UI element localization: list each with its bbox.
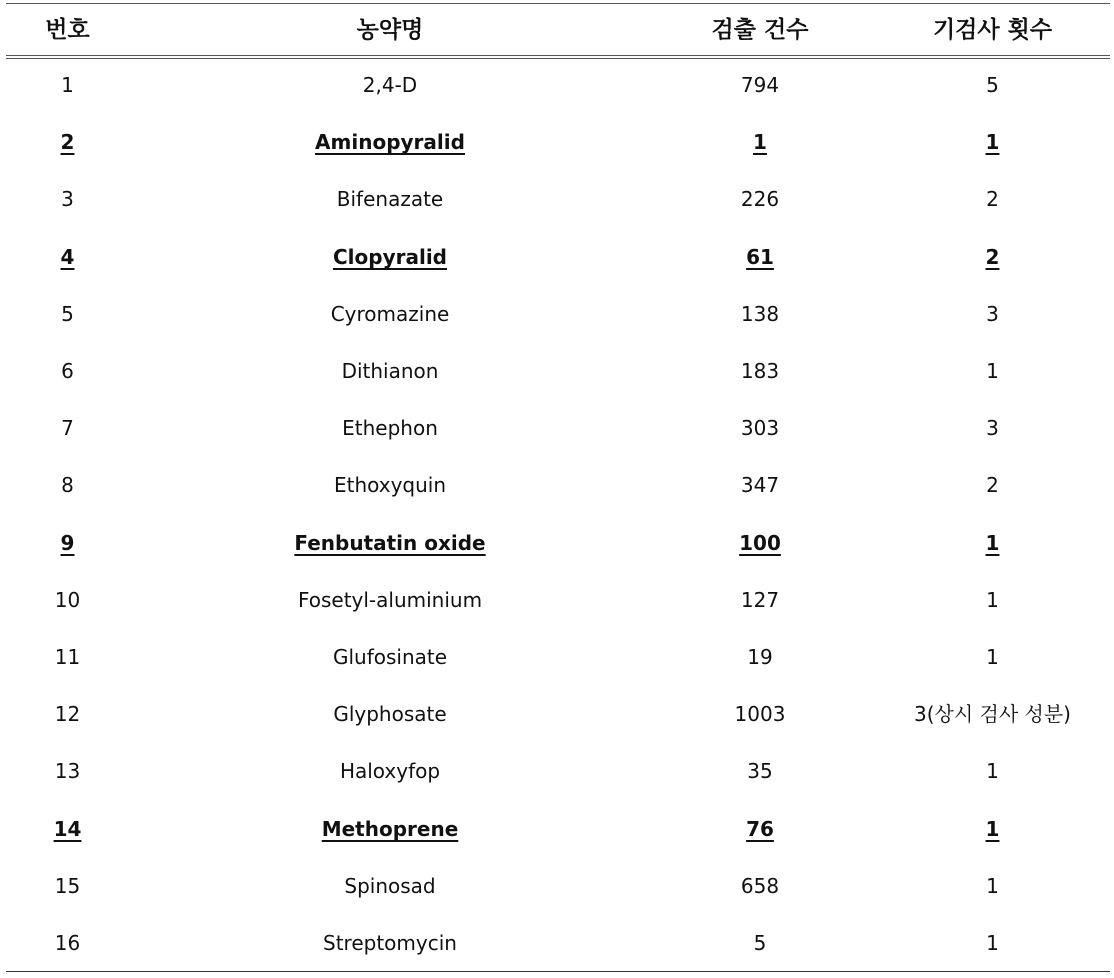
cell-name-text: Dithianon [341,359,439,383]
table-row [0,457,1114,514]
cell-prior [880,343,1105,400]
cell-prior-text: 3(상시 검사 성분) [914,702,1071,726]
cell-count-text: 1003 [734,702,786,726]
cell-prior-text: 1 [986,588,999,612]
cell-no-text: 16 [54,931,81,955]
cell-prior [880,114,1105,171]
cell-count [695,457,825,514]
cell-count-text: 347 [740,473,780,497]
cell-count [695,686,825,743]
header-name: 농약명 [356,17,424,43]
cell-name-text: Fenbutatin oxide [294,531,486,555]
cell-no [20,858,115,915]
cell-prior-text: 5 [986,73,999,97]
cell-no [20,801,115,858]
cell-prior [880,400,1105,457]
cell-prior [880,457,1105,514]
cell-count [695,572,825,629]
cell-name [240,858,540,915]
cell-no-text: 15 [54,874,81,898]
cell-prior [880,57,1105,114]
cell-count-text: 303 [740,416,780,440]
cell-no [20,229,115,286]
cell-prior-text: 1 [985,817,1000,841]
table-row [0,915,1114,972]
cell-name-text: Ethoxyquin [333,473,447,497]
header-count: 검출 건수 [711,17,809,43]
table-row [0,229,1114,286]
table-row [0,114,1114,171]
header-prior: 기검사 횟수 [932,17,1053,43]
cell-no-text: 11 [54,645,81,669]
cell-name [240,171,540,228]
cell-count [695,629,825,686]
table-row [0,171,1114,228]
cell-prior [880,515,1105,572]
cell-no [20,686,115,743]
cell-name-text: Cyromazine [330,302,450,326]
cell-name [240,286,540,343]
cell-prior [880,229,1105,286]
cell-name-text: Aminopyralid [315,130,465,154]
cell-no-text: 8 [61,473,74,497]
cell-name [240,801,540,858]
cell-prior-text: 1 [986,645,999,669]
table-row [0,858,1114,915]
cell-no-text: 3 [61,187,74,211]
cell-count [695,743,825,800]
table-row [0,343,1114,400]
cell-no [20,343,115,400]
cell-name [240,343,540,400]
cell-count [695,515,825,572]
cell-prior [880,286,1105,343]
cell-prior [880,801,1105,858]
cell-name [240,400,540,457]
cell-no-text: 4 [60,245,75,269]
cell-no [20,629,115,686]
cell-name [240,686,540,743]
cell-name [240,629,540,686]
cell-prior [880,858,1105,915]
cell-name-text: Bifenazate [336,187,444,211]
cell-no [20,171,115,228]
cell-no [20,572,115,629]
cell-prior-text: 1 [986,931,999,955]
table-row [0,572,1114,629]
cell-name [240,229,540,286]
cell-prior [880,629,1105,686]
table-bottom-rule [6,971,1110,972]
cell-name [240,57,540,114]
cell-count-text: 658 [740,874,780,898]
cell-count [695,343,825,400]
cell-count [695,858,825,915]
cell-count-text: 19 [747,645,773,669]
cell-no-text: 1 [61,73,74,97]
header-no: 번호 [45,17,90,43]
cell-no-text: 9 [60,531,75,555]
cell-no [20,57,115,114]
cell-count [695,400,825,457]
cell-prior [880,572,1105,629]
cell-name [240,572,540,629]
cell-count [695,801,825,858]
cell-name-text: Glyphosate [333,702,447,726]
cell-name-text: Clopyralid [332,245,447,269]
cell-no [20,743,115,800]
cell-count [695,286,825,343]
table-row [0,629,1114,686]
cell-prior-text: 1 [986,759,999,783]
cell-count-text: 76 [746,817,774,841]
cell-count-text: 61 [746,245,774,269]
cell-name-text: Streptomycin [323,931,457,955]
cell-no-text: 7 [61,416,74,440]
cell-count [695,57,825,114]
cell-prior-text: 2 [986,187,999,211]
cell-prior-text: 3 [986,416,999,440]
cell-name [240,114,540,171]
cell-name [240,743,540,800]
cell-no-text: 12 [54,702,81,726]
cell-count [695,171,825,228]
cell-prior-text: 2 [986,473,999,497]
cell-name [240,457,540,514]
cell-count-text: 100 [739,531,781,555]
cell-no-text: 10 [54,588,81,612]
cell-name-text: Ethephon [342,416,438,440]
cell-no [20,114,115,171]
cell-name [240,915,540,972]
table-row [0,400,1114,457]
cell-no [20,400,115,457]
cell-prior [880,915,1105,972]
cell-count [695,915,825,972]
cell-prior-text: 1 [986,874,999,898]
cell-no [20,915,115,972]
table-row [0,801,1114,858]
cell-name-text: Fosetyl-aluminium [297,588,483,612]
cell-name-text: 2,4-D [362,73,418,97]
cell-count-text: 35 [747,759,773,783]
cell-count-text: 226 [740,187,780,211]
cell-count [695,114,825,171]
table-header-row [0,0,1114,57]
cell-prior [880,686,1105,743]
cell-prior-text: 2 [985,245,1000,269]
cell-no [20,286,115,343]
cell-prior [880,743,1105,800]
table-row [0,57,1114,114]
cell-name-text: Methoprene [321,817,459,841]
cell-prior-text: 1 [985,531,1000,555]
cell-count-text: 1 [753,130,767,154]
cell-count-text: 5 [753,931,767,955]
cell-no-text: 13 [54,759,81,783]
cell-prior-text: 1 [986,359,999,383]
cell-name [240,515,540,572]
table-row [0,743,1114,800]
cell-no-text: 14 [53,817,82,841]
cell-count [695,229,825,286]
cell-count-text: 138 [740,302,780,326]
table-row [0,515,1114,572]
table-row [0,686,1114,743]
cell-no-text: 5 [61,302,74,326]
cell-prior-text: 3 [986,302,999,326]
cell-count-text: 183 [740,359,780,383]
cell-prior [880,171,1105,228]
cell-no [20,457,115,514]
cell-no-text: 6 [61,359,74,383]
table-row [0,286,1114,343]
cell-name-text: Glufosinate [332,645,448,669]
cell-prior-text: 1 [985,130,1000,154]
cell-no [20,515,115,572]
cell-no-text: 2 [60,130,75,154]
cell-count-text: 794 [740,73,780,97]
cell-name-text: Spinosad [344,874,436,898]
cell-count-text: 127 [740,588,780,612]
cell-name-text: Haloxyfop [339,759,441,783]
